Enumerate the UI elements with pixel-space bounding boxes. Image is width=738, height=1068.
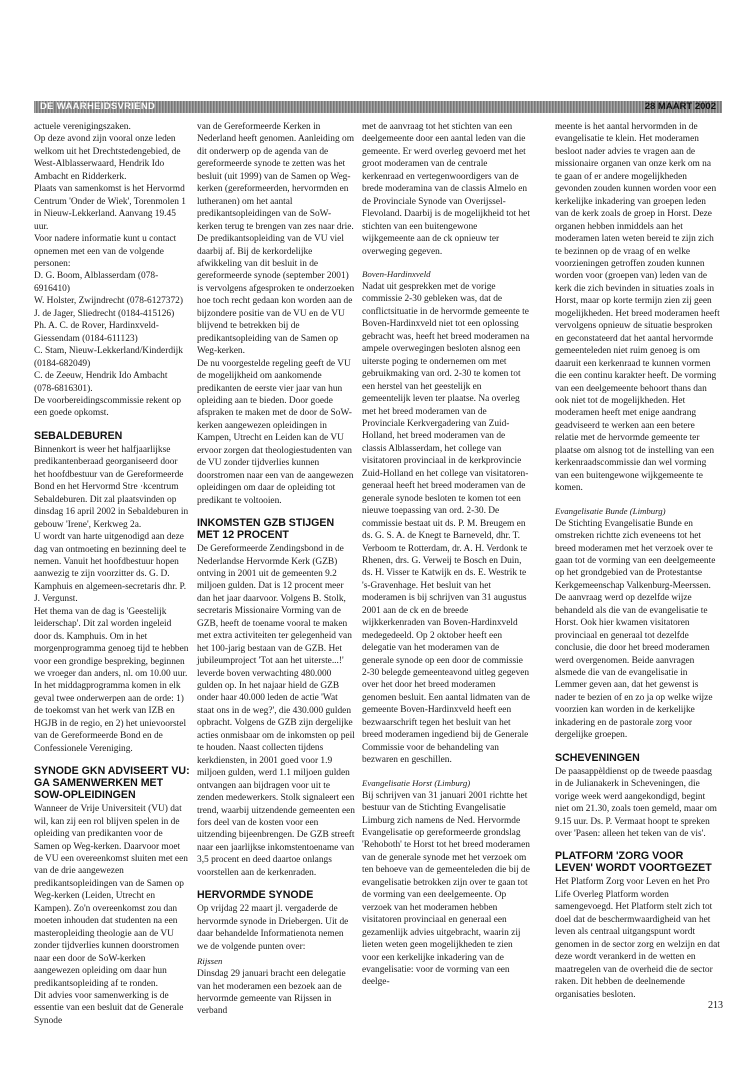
contact-item: D. G. Boom, Alblasserdam (078-6916410): [34, 271, 159, 294]
contact-item: C. de Zeeuw, Hendrik Ido Ambacht (078-6816301).: [34, 371, 168, 394]
paragraph: van de Gereformeerde Kerken in Nederland heeft genomen. Aanleiding om dit onderwerp op de agenda van de gereformeerde synode te zetten was het besluit (uit 1999) van de Samen op Weg-kerken (gereformeerden, hervormden en lutheranen) om het aantal predikantsopleidingen van de SoW-kerken terug te brengen van zes naar drie. De predikantsopleiding van de VU viel daarbij af. Bij de kerkordelijke afwikkeling van dit besluit in de gereformeerde synode (september 2001) is vervolgens afgesproken te onderzoeken hoe toch recht gedaan kon worden aan de bijzondere positie van de VU en de VU blijvend te betrekken bij de predikantsopleiding van de Samen op Weg-kerken.: [197, 122, 355, 357]
contact-list: [34, 270, 190, 395]
contact-item: W. Holster, Zwijndrecht (078-6127372): [34, 296, 183, 307]
paragraph: U wordt van harte uitgenodigd aan deze dag van ontmoeting en bezinning deel te nemen. Vanuit het hoofdbestuur hopen aanwezig te zijn voorzitter ds. G. D. Kamphuis en algemeen-secretaris dhr. P. J. Vergunst.: [34, 532, 187, 605]
paragraph: De Gereformeerde Zendingsbond in de Nederlandse Hervormde Kerk (GZB) ontving in 2001 uit de gemeenten 9.2 miljoen gulden. Dat is 12 procent meer dan het jaar daarvoor. Volgens B. Stolk, secretaris Missionaire Vorming van de GZB, heeft de toename vooral te maken met extra activiteiten ter gelegenheid van het 100-jarig bestaan van de GZB. Het jubileumproject 'Tot aan het uiterste...!' leverde boven verwachting 480.000 gulden op. In het najaar hield de GZB onder haar 40.000 leden de actie 'Wat staat ons in de weg?', die 430.000 gulden opbracht. Volgens de GZB zijn dergelijke acties onmisbaar om de inkomsten op peil te houden. Naast collecten tijdens kerkdiensten, in 2001 goed voor 1.9 miljoen gulden, werd 1.1 miljoen gulden ontvangen aan bijdragen voor uit te zenden medewerkers. Stolk signaleert een trend, waarbij uitzendende gemeenten een fors deel van de kosten voor een uitzending bijeenbrengen. De GZB streeft naar een jaarlijkse inkomstentoename van 3,5 procent en deed daartoe onlangs voorstellen aan de kerkenraden.: [197, 544, 355, 878]
column-4: [555, 121, 720, 1001]
paragraph: De nu voorgestelde regeling geeft de VU de mogelijkheid om aankomende predikanten de eerste vier jaar van hun opleiding aan te bieden. Door goede afspraken te maken met de door de SoW-kerken aangewezen opleidingen in Kampen, Utrecht en Leiden kan de VU ervoor zorgen dat theologiestudenten van de VU zonder tijdverlies kunnen doorstromen naar een van de aangewezen opleidingen om daar de opleiding tot predikant te voltooien.: [197, 358, 354, 506]
paragraph: Nadat uit gesprekken met de vorige commissie 2-30 gebleken was, dat de conflictsituatie in de hervormde gemeente te Boven-Hardinxveld niet tot een oplossing gebracht was, heeft het breed moderamen na ampele overwegingen besloten alsnog een uiterste poging te ondernemen om met gebruikmaking van ord. 2-30 te komen tot een herstel van het geestelijk en gemeentelijk leven ter plaatse. Na overleg met het breed moderamen van de Provinciale Kerkvergadering van Zuid-Holland, het breed moderamen van de classis Alblasserdam, het college van visitatoren provinciaal in de kerkprovincie Zuid-Holland en het college van visitatoren-generaal heeft het breed moderamen van de generale synode besloten te komen tot een nieuwe toepassing van ord. 2-30. De commissie bestaat uit ds. P. M. Breugem en ds. G. S. A. de Knegt te Barneveld, dhr. T. Verboom te Rotterdam, dr. A. H. Verdonk te Rhenen, drs. G. Verweij te Bosch en Duin, ds. H. Visser te Katwijk en ds. E. Westrik te 's-Gravenhage. Het besluit van het moderamen is bij schrijven van 31 augustus 2001 aan de ck en de breede wijkkerkenraden van Boven-Hardinxveld medegedeeld. Op 2 oktober heeft een delegatie van het moderamen van de generale synode op een door de commissie 2-30 belegde gemeenteavond uitleg gegeven over het door het breed moderamen genomen besluit. Een aantal lidmaten van de gemeente Boven-Hardinxveld heeft een bezwaarschrift tegen het besluit van het breed moderamen ingediend bij de Generale Commissie voor de behandeling van bezwaren en geschillen.: [362, 281, 530, 766]
contact-item: C. Stam, Nieuw-Lekkerland/Kinderdijk (0184-682049): [34, 346, 183, 369]
paragraph: Binnenkort is weer het halfjaarlijkse predikantenberaad georganiseerd door het hoofdbestuur van de Gereformeerde Bond en het Hervormd Stre ·kcentrum Sebaldeburen. Dit zal plaatsvinden op dinsdag 16 april 2002 in Sebaldeburen in gebouw 'Irene', Kerkweg 2a.: [34, 444, 189, 530]
paragraph: Plaats van samenkomst is het Hervormd Centrum 'Onder de Wiek', Torenmolen 1 in Nieuw-Lekkerland. Aanvang 19.45 uur.: [34, 184, 186, 232]
paragraph: In het middagprogramma komen in elk geval twee onderwerpen aan de orde: 1) de toekomst van het werk van IZB en HGJB in de regio, en 2) het unievoorstel van de Gereformeerde Bond en de Confessionele Vereniging.: [34, 681, 187, 754]
subheading-evangelisatie-horst: Evangelisatie Horst (Limburg): [362, 777, 471, 788]
column-1: [34, 121, 190, 1027]
page-header-bar: [34, 101, 722, 113]
paragraph: Dinsdag 29 januari bracht een delegatie van het moderamen een bezoek aan de hervormde gemeente van Rijssen in verband: [197, 969, 346, 1017]
paragraph: actuele verenigingszaken.: [34, 122, 131, 132]
paragraph: Het thema van de dag is 'Geestelijk leiderschap'. Dit zal worden ingeleid door ds. Kamphuis. Om in het morgenprogramma genoeg tijd te hebben voor een grondige bespreking, beginnen we vroeger dan anders, nl. om 10.00 uur.: [34, 606, 189, 680]
page-number: 213: [708, 1000, 723, 1011]
heading-synode-gkn: SYNODE GKN ADVISEERT VU: GA SAMENWERKEN MET SOW-OPLEIDINGEN: [34, 765, 190, 802]
contact-item: J. de Jager, Sliedrecht (0184-415126): [34, 308, 175, 319]
paragraph: Op vrijdag 22 maart jl. vergaderde de hervormde synode in Driebergen. Uit de daar behandelde Informatienota nemen we de volgende punten over:: [197, 904, 349, 952]
paragraph: De paasappèldienst op de tweede paasdag in de Julianakerk in Scheveningen, die vorige week werd aangekondigd, begint niet om 21.30, zoals toen gemeld, maar om 9.15 uur. Ds. P. Vermaat hoopt te spreken over 'Pasen: alleen het teken van de vis'.: [555, 766, 717, 840]
heading-inkomsten-gzb: INKOMSTEN GZB STIJGEN MET 12 PROCENT: [197, 517, 335, 542]
paragraph: Het Platform Zorg voor Leven en het Pro Life Overleg Platform worden samengevoegd. Het Platform stelt zich tot doel dat de beschermwaardigheid van het leven als centraal uitgangspunt wordt genomen in de sector zorg en welzijn en dat deze wordt verankerd in de wetten en maatregelen van de overheid die de sector raken. Dit hebben de deelnemende organisaties besloten.: [555, 877, 720, 1000]
paragraph: Bij schrijven van 31 januari 2001 richtte het bestuur van de Stichting Evangelisatie Limburg zich namens de Ned. Hervormde Evangelisatie op gereformeerde grondslag 'Rehoboth' te Horst tot het breed moderamen van de generale synode met het verzoek om ten behoeve van de gemeenteleden die bij de evangelisatie betrokken zijn over te gaan tot de vorming van een deelgemeente. Op verzoek van het moderamen hebben visitatoren provinciaal en generaal een gezamenlijk advies uitgebracht, waarin zij lieten weten geen mogelijkheden te zien voor een kerkelijke inkadering van de evangelisatie: voor de vorming van een deelge-: [362, 790, 530, 988]
paragraph: De Stichting Evangelisatie Bunde en omstreken richtte zich eveneens tot het breed moderamen met het verzoek over te gaan tot de vorming van een deelgemeente op het grondgebied van de Protestantse Kerkgemeenschap Valkenburg-Meerssen. De aanvraag werd op dezelfde wijze behandeld als die van de evangelisatie te Horst. Ook hier kwamen visitatoren provinciaal en generaal tot dezelfde conclusie, die door het breed moderamen werd overgenomen. Beide aanvragen alsmede die van de evangelisatie in Lemmer geven aan, dat het gewenst is nader te bezien of en zo ja op welke wijze voorzien kan worden in de kerkelijke inkadering en de pastorale zorg voor dergelijke groepen.: [555, 518, 716, 741]
paragraph: Wanneer de Vrije Universiteit (VU) dat wil, kan zij een rol blijven spelen in de opleiding van predikanten voor de Samen op Weg-kerken. Daarvoor moet de VU een overeenkomst sluiten met een van de drie aangewezen predikantsopleidingen van de Samen op Weg-kerken (Leiden, Utrecht en Kampen). Zo'n overeenkomst zou dan moeten inhouden dat studenten na een masteropleiding theologie aan de VU zonder tijdverlies kunnen doorstromen naar een door de SoW-kerken aangewezen opleiding om daar hun predikantsopleiding af te ronden.: [34, 804, 188, 989]
contact-item: Ph. A. C. de Rover, Hardinxveld-Giessendam (0184-611123): [34, 321, 159, 344]
subheading-evangelisatie-bunde: Evangelisatie Bunde (Limburg): [555, 505, 666, 516]
paragraph: De voorbereidingscommissie rekent op een goede opkomst.: [34, 395, 182, 419]
heading-hervormde-synode: HERVORMDE SYNODE: [197, 889, 314, 902]
paragraph: Op deze avond zijn vooral onze leden welkom uit het Drechtstedengebied, de West-Alblasserwaard, Hendrik Ido Ambacht en Ridderkerk.: [34, 134, 181, 182]
heading-sebaldeburen: SEBALDEBUREN: [34, 429, 123, 442]
column-2: [197, 121, 355, 1018]
paragraph: Dit advies voor samenwerking is de essentie van een besluit dat de Generale Synode: [34, 991, 184, 1026]
heading-scheveningen: SCHEVENINGEN: [555, 751, 640, 764]
paragraph: meente is het aantal hervormden in de evangelisatie te klein. Het moderamen besloot nader advies te vragen aan de missionaire organen van onze kerk om na te gaan of er andere mogelijkheden gevonden zouden kunnen worden voor een kerkelijke inkadering van groepen leden van de kerk zoals de groep in Horst. Deze organen hebben inmiddels aan het moderamen laten weten bereid te zijn zich te bezinnen op de vraag of en welke voorzieningen getroffen zouden kunnen worden voor (groepen van) leden van de kerk die zich bevinden in situaties zoals in Horst, maar op korte termijn zien zij geen mogelijkheden. Het breed moderamen heeft vervolgens opnieuw de situatie besproken en geconstateerd dat het aantal hervormde gemeenteleden niet ruim genoeg is om daaruit een kerkenraad te kunnen vormen die een continu karakter heeft. De vorming van een deelgemeente behoort thans dan ook niet tot de mogelijkheden. Het moderamen heeft met enige aandrang geadviseerd te werken aan een betere relatie met de hervormde gemeente ter plaatse om alsnog tot de instelling van een kerkenraadscommissie dan wel vorming van een buitengewone wijkgemeente te komen.: [555, 122, 720, 494]
heading-platform-zorg-voor-leven: PLATFORM 'ZORG VOOR LEVEN' WORDT VOORTGEZET: [555, 850, 712, 875]
paragraph: met de aanvraag tot het stichten van een deelgemeente door een aantal leden van die gemeente. Er werd overleg gevoerd met het groot moderamen van de centrale kerkenraad en vertegenwoordigers van de brede moderamina van de classis Almelo en de Provinciale Synode van Overijssel-Flevoland. Daarbij is de mogelijkheid tot het stichten van een buitengewone wijkgemeente aan de ck opnieuw ter overweging gegeven.: [362, 122, 530, 257]
subheading-rijssen: Rijssen: [197, 956, 223, 967]
paragraph: Voor nadere informatie kunt u contact opnemen met een van de volgende personen:: [34, 234, 177, 269]
subheading-boven-hardinxveld: Boven-Hardinxveld: [362, 268, 431, 279]
newspaper-name: DE WAARHEIDSVRIEND: [40, 101, 156, 112]
column-3: [362, 121, 530, 989]
issue-date: 28 MAART 2002: [644, 101, 716, 112]
